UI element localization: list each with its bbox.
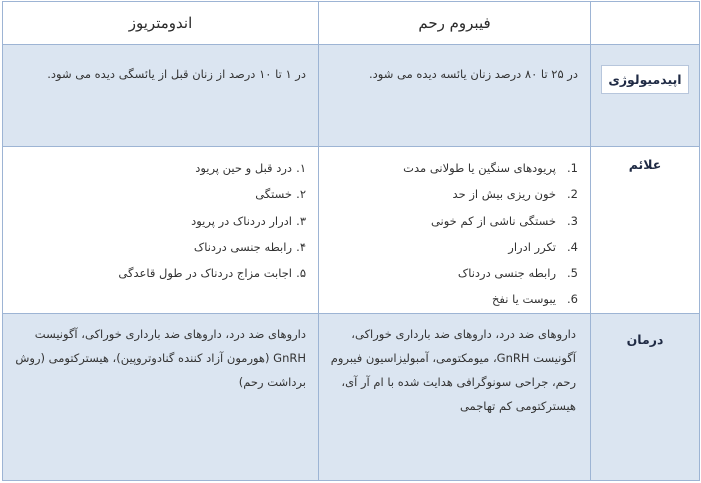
- list-item: 1.پریودهای سنگین یا طولانی مدت: [403, 161, 578, 175]
- treatment-label-cell: [591, 313, 700, 480]
- list-item: ۲.خستگی: [255, 187, 306, 202]
- epidemiology-row: [3, 45, 700, 147]
- symptoms-fibroid-cell: [319, 147, 591, 314]
- symptoms-label-cell: [591, 147, 700, 314]
- header-fibroid: فیبروم رحم: [319, 2, 591, 45]
- treatment-fibroid-cell: [319, 313, 591, 480]
- list-item: 4.تکرر ادرار: [508, 239, 578, 254]
- list-item: 3.خستگی ناشی از کم خونی: [430, 213, 578, 228]
- epidemiology-fibroid-cell: [319, 45, 591, 147]
- treatment-endometriosis-cell: [3, 313, 319, 480]
- treatment-fibroid-text: داروهای ضد درد، داروهای ضد بارداری خوراکی، آگونیست GnRH، میومکتومی، آمبولیزاسیون فیبروم رحم، جراحی سونوگرافی هدایت شده با ام آر آی، هیسترکتومی کم تهاجمی: [330, 326, 576, 413]
- treatment-endometriosis-text: داروهای ضد درد، داروهای ضد بارداری خوراکی، آگونیست GnRH (هورمون آزاد کننده گنادوتروپین)، هیسترکتومی (روش برداشت رحم): [15, 326, 306, 389]
- list-item: ۴.رابطه جنسی دردناک: [193, 239, 306, 254]
- treatment-label: درمان: [626, 331, 664, 347]
- list-item: 2.خون ریزی بیش از حد: [452, 187, 578, 202]
- symptoms-fibroid-list: [319, 147, 590, 313]
- epidemiology-label: اپیدمیولوژی: [601, 65, 688, 94]
- list-item: 6.یبوست یا نفخ: [492, 292, 578, 307]
- list-item: ۵.اجابت مزاج دردناک در طول قاعدگی: [118, 266, 306, 281]
- list-item: ۳.ادرار دردناک در پریود: [191, 213, 306, 228]
- header-endometriosis: اندومتریوز: [3, 2, 319, 45]
- symptoms-endometriosis-cell: [3, 147, 319, 314]
- list-item: 5.رابطه جنسی دردناک: [457, 266, 578, 281]
- epidemiology-fibroid-text: در ۲۵ تا ۸۰ درصد زنان یائسه دیده می شود.: [368, 67, 578, 81]
- epidemiology-label-cell: [591, 45, 700, 147]
- epidemiology-endometriosis-cell: [3, 45, 319, 147]
- treatment-row: [3, 313, 700, 480]
- symptoms-endometriosis-list: [3, 147, 318, 286]
- symptoms-row: [3, 147, 700, 314]
- comparison-table-container: [2, 1, 699, 480]
- epidemiology-endometriosis-text: در ۱ تا ۱۰ درصد از زنان قبل از یائسگی دیده می شود.: [47, 67, 306, 81]
- header-row: [3, 2, 700, 45]
- list-item: ۱.درد قبل و حین پریود: [195, 161, 306, 175]
- comparison-table: [2, 1, 700, 481]
- symptoms-label: علائم: [628, 157, 662, 172]
- header-corner-cell: [591, 2, 700, 45]
